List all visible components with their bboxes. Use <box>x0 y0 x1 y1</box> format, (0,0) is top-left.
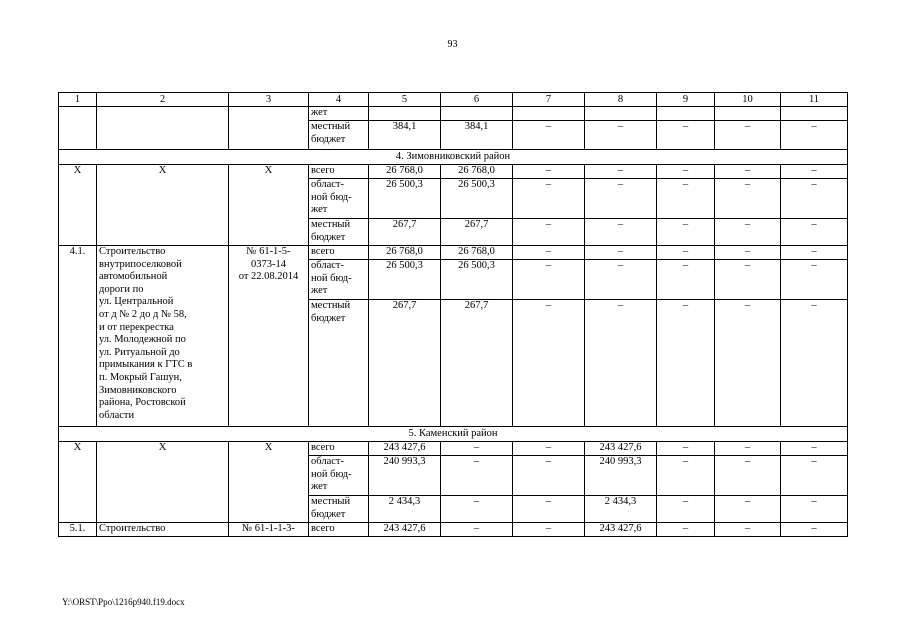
funding-source: област- ной бюд- жет <box>309 179 369 219</box>
table-row <box>59 442 848 456</box>
value-cell: 240 993,3 <box>369 456 441 496</box>
item-number: 5.1. <box>59 523 97 537</box>
table-row <box>59 165 848 179</box>
dash-cell: – <box>657 456 715 496</box>
funding-source: област- ной бюд- жет <box>309 456 369 496</box>
dash-cell: – <box>585 121 657 150</box>
dash-cell: – <box>715 456 781 496</box>
value-cell: 384,1 <box>441 121 513 150</box>
page-number: 93 <box>447 39 458 50</box>
dash-cell: – <box>715 246 781 260</box>
cell <box>585 107 657 121</box>
funding-source: местный бюджет <box>309 300 369 427</box>
table-row <box>59 523 848 537</box>
dash-cell: – <box>657 219 715 246</box>
funding-source: местный бюджет <box>309 219 369 246</box>
funding-source: всего <box>309 165 369 179</box>
dash-cell: – <box>441 523 513 537</box>
cell <box>97 107 229 150</box>
dash-cell: – <box>513 121 585 150</box>
cell <box>715 107 781 121</box>
section-row <box>59 150 848 165</box>
value-cell: 26 768,0 <box>369 246 441 260</box>
dash-cell: – <box>657 246 715 260</box>
dash-cell: – <box>513 456 585 496</box>
value-cell: 243 427,6 <box>585 523 657 537</box>
dash-cell: – <box>715 260 781 300</box>
cell <box>369 107 441 121</box>
dash-cell: – <box>781 523 848 537</box>
dash-cell: – <box>781 496 848 523</box>
document-number: № 61-1-5- 0373-14 от 22.08.2014 <box>229 246 309 427</box>
table-row <box>59 246 848 260</box>
header-cell: 3 <box>229 93 309 107</box>
value-cell: 240 993,3 <box>585 456 657 496</box>
cell <box>441 107 513 121</box>
dash-cell: – <box>715 121 781 150</box>
dash-cell: – <box>715 300 781 427</box>
dash-cell: – <box>657 442 715 456</box>
funding-source: всего <box>309 442 369 456</box>
header-cell: 2 <box>97 93 229 107</box>
dash-cell: – <box>441 442 513 456</box>
dash-cell: – <box>513 496 585 523</box>
dash-cell: – <box>585 300 657 427</box>
dash-cell: – <box>585 179 657 219</box>
dash-cell: – <box>585 246 657 260</box>
funding-source: всего <box>309 523 369 537</box>
dash-cell: – <box>781 442 848 456</box>
funding-source: област- ной бюд- жет <box>309 260 369 300</box>
dash-cell: – <box>657 260 715 300</box>
cell: Х <box>59 165 97 246</box>
header-cell: 1 <box>59 93 97 107</box>
cell: Х <box>59 442 97 523</box>
dash-cell: – <box>715 523 781 537</box>
cell: Х <box>229 442 309 523</box>
header-cell: 5 <box>369 93 441 107</box>
dash-cell: – <box>513 246 585 260</box>
funding-source: местный бюджет <box>309 496 369 523</box>
item-number: 4.1. <box>59 246 97 427</box>
dash-cell: – <box>781 300 848 427</box>
dash-cell: – <box>715 179 781 219</box>
funding-source: местный бюджет <box>309 121 369 150</box>
value-cell: 26 500,3 <box>441 179 513 219</box>
dash-cell: – <box>657 179 715 219</box>
dash-cell: – <box>513 300 585 427</box>
dash-cell: – <box>781 165 848 179</box>
project-name: Строительство внутрипоселковой автомобильной дороги по ул. Центральной от д № 2 до д № 58, и от перекрестка ул. Молодежной по ул. Ритуальной до примыкания к ГТС в п. Мокрый Гашун, Зимовниковского района, Ростовской области <box>97 246 229 427</box>
dash-cell: – <box>657 523 715 537</box>
dash-cell: – <box>781 246 848 260</box>
value-cell: 26 500,3 <box>369 179 441 219</box>
section-row <box>59 427 848 442</box>
dash-cell: – <box>513 523 585 537</box>
value-cell: 26 768,0 <box>441 246 513 260</box>
header-cell: 9 <box>657 93 715 107</box>
dash-cell: – <box>781 219 848 246</box>
header-cell: 10 <box>715 93 781 107</box>
value-cell: 2 434,3 <box>369 496 441 523</box>
file-path-footer: Y:\ORST\Ppo\1216p940.f19.docx <box>62 597 185 607</box>
cell <box>59 107 97 150</box>
cell <box>513 107 585 121</box>
cell: Х <box>97 165 229 246</box>
cell: Х <box>229 165 309 246</box>
table-header-row <box>59 93 848 107</box>
value-cell: 26 500,3 <box>369 260 441 300</box>
dash-cell: – <box>513 260 585 300</box>
dash-cell: – <box>513 219 585 246</box>
value-cell: 267,7 <box>369 219 441 246</box>
cell <box>657 107 715 121</box>
dash-cell: – <box>657 300 715 427</box>
dash-cell: – <box>657 165 715 179</box>
value-cell: 384,1 <box>369 121 441 150</box>
value-cell: 243 427,6 <box>369 523 441 537</box>
dash-cell: – <box>781 260 848 300</box>
value-cell: 267,7 <box>369 300 441 427</box>
dash-cell: – <box>781 179 848 219</box>
dash-cell: – <box>441 456 513 496</box>
dash-cell: – <box>513 179 585 219</box>
value-cell: 243 427,6 <box>585 442 657 456</box>
value-cell: 267,7 <box>441 219 513 246</box>
value-cell: 267,7 <box>441 300 513 427</box>
funding-source: жет <box>309 107 369 121</box>
header-cell: 4 <box>309 93 369 107</box>
document-number: № 61-1-1-3- <box>229 523 309 537</box>
cell <box>781 107 848 121</box>
value-cell: 26 768,0 <box>369 165 441 179</box>
header-cell: 7 <box>513 93 585 107</box>
dash-cell: – <box>441 496 513 523</box>
dash-cell: – <box>585 219 657 246</box>
dash-cell: – <box>657 496 715 523</box>
table-row <box>59 107 848 121</box>
project-name: Строительство <box>97 523 229 537</box>
dash-cell: – <box>715 165 781 179</box>
dash-cell: – <box>585 260 657 300</box>
funding-source: всего <box>309 246 369 260</box>
value-cell: 26 500,3 <box>441 260 513 300</box>
dash-cell: – <box>715 442 781 456</box>
cell <box>229 107 309 150</box>
dash-cell: – <box>715 219 781 246</box>
header-cell: 8 <box>585 93 657 107</box>
header-cell: 11 <box>781 93 848 107</box>
dash-cell: – <box>513 165 585 179</box>
value-cell: 2 434,3 <box>585 496 657 523</box>
section-title: 4. Зимовниковский район <box>59 150 848 165</box>
value-cell: 26 768,0 <box>441 165 513 179</box>
dash-cell: – <box>715 496 781 523</box>
header-cell: 6 <box>441 93 513 107</box>
dash-cell: – <box>781 456 848 496</box>
section-title: 5. Каменский район <box>59 427 848 442</box>
cell: Х <box>97 442 229 523</box>
dash-cell: – <box>585 165 657 179</box>
dash-cell: – <box>781 121 848 150</box>
value-cell: 243 427,6 <box>369 442 441 456</box>
dash-cell: – <box>513 442 585 456</box>
dash-cell: – <box>657 121 715 150</box>
budget-table <box>58 92 848 537</box>
